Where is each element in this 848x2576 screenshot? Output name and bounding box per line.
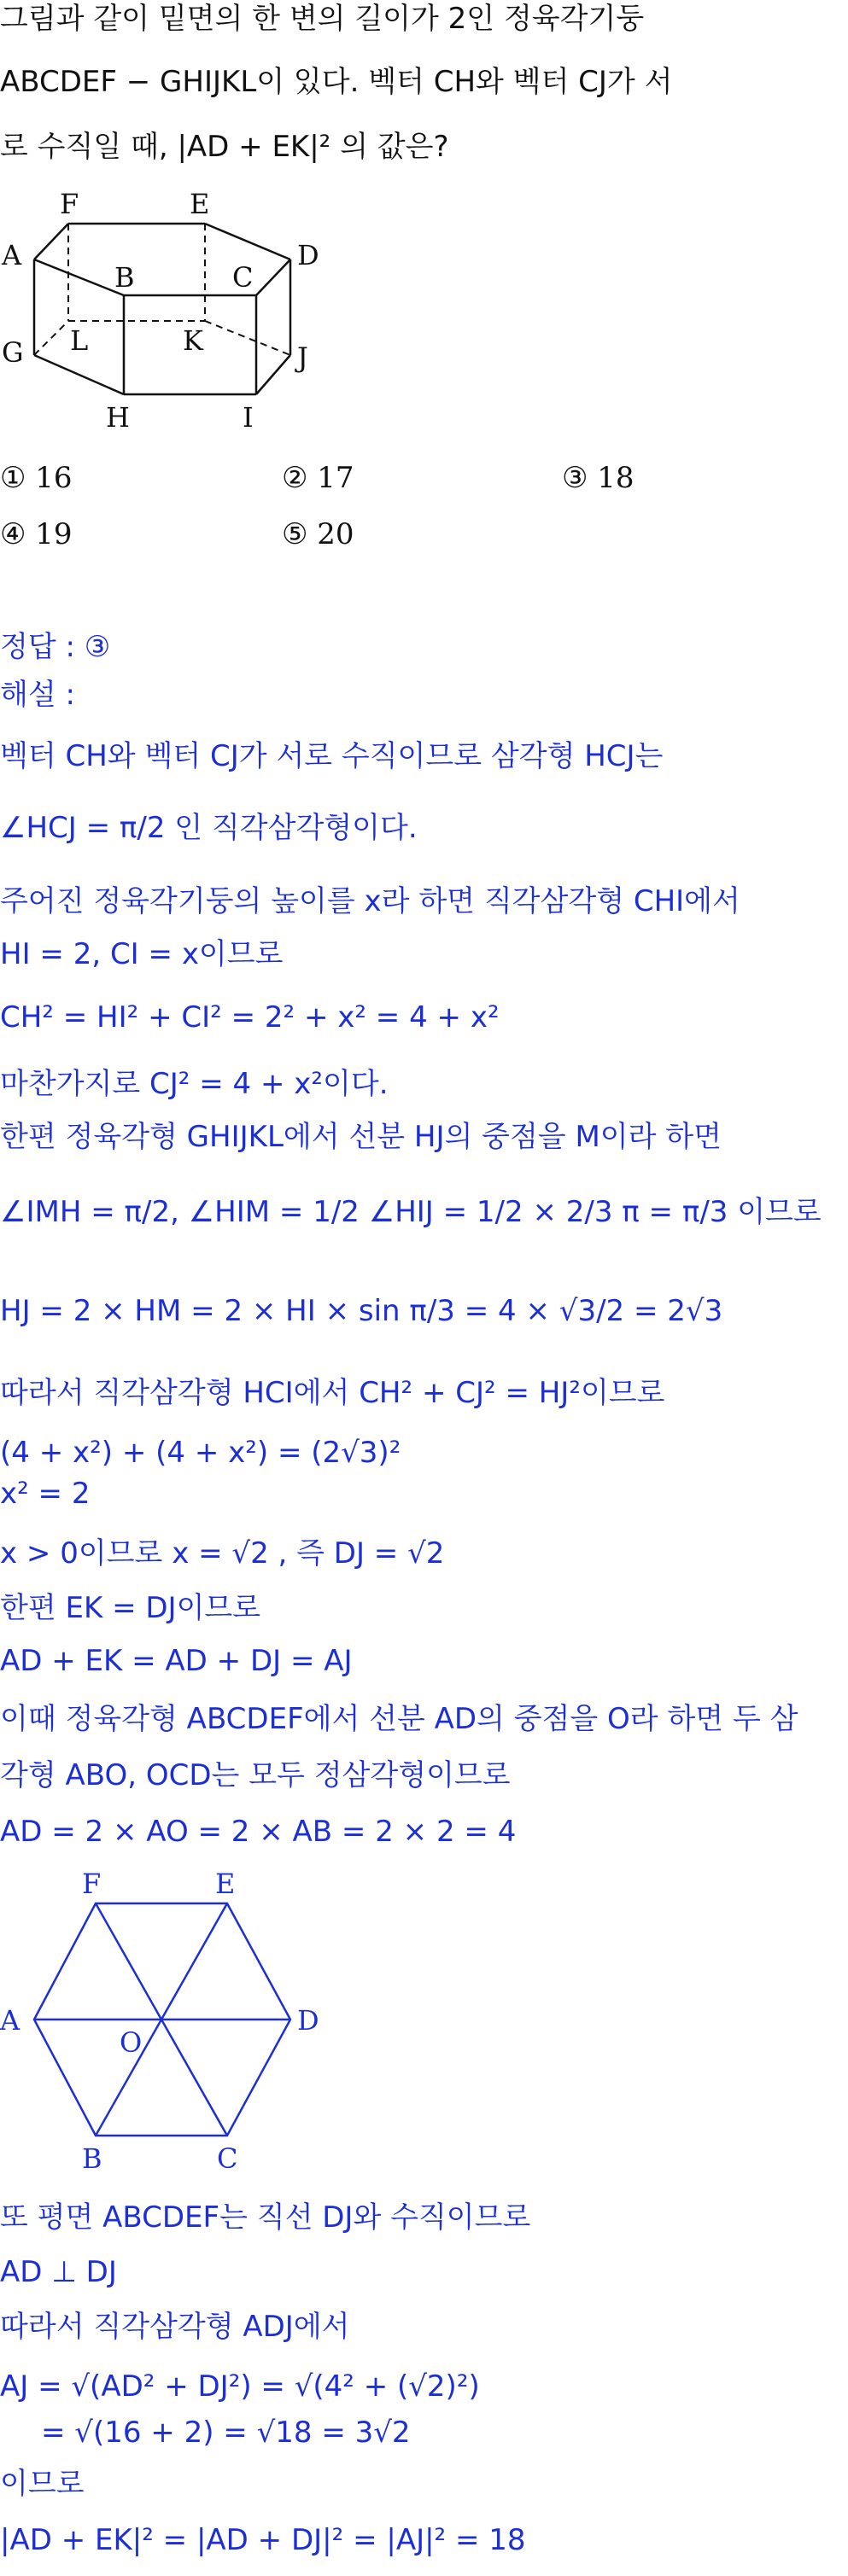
solution-line-17: 각형 ABO, OCD는 모두 정삼각형이므로 bbox=[0, 1758, 511, 1792]
prism-label-l: L bbox=[70, 324, 89, 357]
hexagon-label-c: C bbox=[217, 2142, 238, 2175]
solution-line-23: = √(16 + 2) = √18 = 3√2 bbox=[41, 2416, 411, 2450]
question-line-2: ABCDEF − GHIJKL이 있다. 벡터 CH와 벡터 CJ가 서 bbox=[0, 65, 673, 99]
hexagonal-prism-figure bbox=[0, 188, 325, 435]
question-line-3: 로 수직일 때, |AD + EK|² 의 값은? bbox=[0, 130, 449, 164]
hexagon-label-d: D bbox=[297, 2004, 319, 2037]
solution-line-22: AJ = √(AD² + DJ²) = √(4² + (√2)²) bbox=[0, 2369, 480, 2404]
choice-1-mark: ① bbox=[0, 461, 26, 495]
prism-label-b: B bbox=[114, 261, 135, 294]
prism-label-a: A bbox=[2, 239, 22, 271]
choice-3-mark: ③ bbox=[562, 461, 588, 495]
solution-line-3: 주어진 정육각기둥의 높이를 x라 하면 직각삼각형 CHI에서 bbox=[0, 884, 740, 918]
solution-line-15: AD + EK = AD + DJ = AJ bbox=[0, 1644, 353, 1678]
prism-label-f: F bbox=[60, 188, 79, 220]
prism-label-j: J bbox=[297, 341, 308, 374]
choice-2-mark: ② bbox=[282, 461, 308, 495]
solution-line-9: HJ = 2 × HM = 2 × HI × sin π/3 = 4 × √3/2 = 2√3 bbox=[0, 1294, 723, 1328]
choice-2 bbox=[282, 461, 354, 495]
choice-5-mark: ⑤ bbox=[282, 517, 308, 551]
solution-line-16: 이때 정육각형 ABCDEF에서 선분 AD의 중점을 O라 하면 두 삼 bbox=[0, 1702, 798, 1736]
solution-line-14: 한편 EK = DJ이므로 bbox=[0, 1591, 261, 1625]
solution-line-11: (4 + x²) + (4 + x²) = (2√3)² bbox=[0, 1436, 401, 1470]
prism-label-h: H bbox=[106, 401, 130, 434]
solution-line-25: |AD + EK|² = |AD + DJ|² = |AJ|² = 18 bbox=[0, 2523, 526, 2557]
choice-1-value: 16 bbox=[35, 461, 73, 495]
solution-line-19: 또 평면 ABCDEF는 직선 DJ와 수직이므로 bbox=[0, 2200, 531, 2235]
choice-3-value: 18 bbox=[597, 461, 635, 495]
prism-label-c: C bbox=[232, 261, 254, 294]
prism-label-i: I bbox=[243, 401, 254, 434]
prism-label-g: G bbox=[2, 336, 24, 369]
solution-line-2: ∠HCJ = π/2 인 직각삼각형이다. bbox=[0, 811, 418, 845]
hexagon-label-a: A bbox=[0, 2004, 20, 2037]
choice-1 bbox=[0, 461, 73, 495]
hexagon-figure bbox=[0, 1869, 342, 2185]
solution-line-24: 이므로 bbox=[0, 2467, 85, 2501]
hexagon-label-f: F bbox=[82, 1869, 102, 1900]
solution-line-6: 마찬가지로 CJ² = 4 + x²이다. bbox=[0, 1067, 389, 1101]
solution-line-12: x² = 2 bbox=[0, 1477, 91, 1511]
hexagon-label-o: O bbox=[120, 2026, 143, 2059]
choice-5 bbox=[282, 517, 354, 551]
hexagon-label-b: B bbox=[82, 2142, 102, 2175]
explain-label: 해설 : bbox=[0, 678, 75, 712]
choice-2-value: 17 bbox=[317, 461, 354, 495]
solution-line-8: ∠IMH = π/2, ∠HIM = 1/2 ∠HIJ = 1/2 × 2/3 π = π/3 이므로 bbox=[0, 1195, 822, 1229]
prism-label-d: D bbox=[297, 239, 319, 271]
choice-4 bbox=[0, 517, 73, 551]
answer-label: 정답 : ③ bbox=[0, 630, 111, 664]
solution-line-1: 벡터 CH와 벡터 CJ가 서로 수직이므로 삼각형 HCJ는 bbox=[0, 739, 664, 773]
prism-label-e: E bbox=[190, 188, 210, 220]
solution-line-10: 따라서 직각삼각형 HCI에서 CH² + CJ² = HJ²이므로 bbox=[0, 1376, 665, 1410]
solution-line-21: 따라서 직각삼각형 ADJ에서 bbox=[0, 2310, 350, 2344]
prism-label-k: K bbox=[183, 324, 203, 357]
solution-line-13: x > 0이므로 x = √2 , 즉 DJ = √2 bbox=[0, 1536, 445, 1571]
solution-line-18: AD = 2 × AO = 2 × AB = 2 × 2 = 4 bbox=[0, 1815, 517, 1849]
choice-4-mark: ④ bbox=[0, 517, 26, 551]
solution-line-7: 한편 정육각형 GHIJKL에서 선분 HJ의 중점을 M이라 하면 bbox=[0, 1120, 722, 1154]
choice-3 bbox=[562, 461, 635, 495]
solution-line-4: HI = 2, CI = x이므로 bbox=[0, 937, 284, 971]
hexagon-label-e: E bbox=[215, 1869, 236, 1900]
choice-5-value: 20 bbox=[317, 517, 354, 551]
solution-line-20: AD ⊥ DJ bbox=[0, 2255, 117, 2289]
solution-line-5: CH² = HI² + CI² = 2² + x² = 4 + x² bbox=[0, 1000, 500, 1034]
choice-4-value: 19 bbox=[35, 517, 73, 551]
question-line-1: 그림과 같이 밑면의 한 변의 길이가 2인 정육각기둥 bbox=[0, 2, 645, 36]
